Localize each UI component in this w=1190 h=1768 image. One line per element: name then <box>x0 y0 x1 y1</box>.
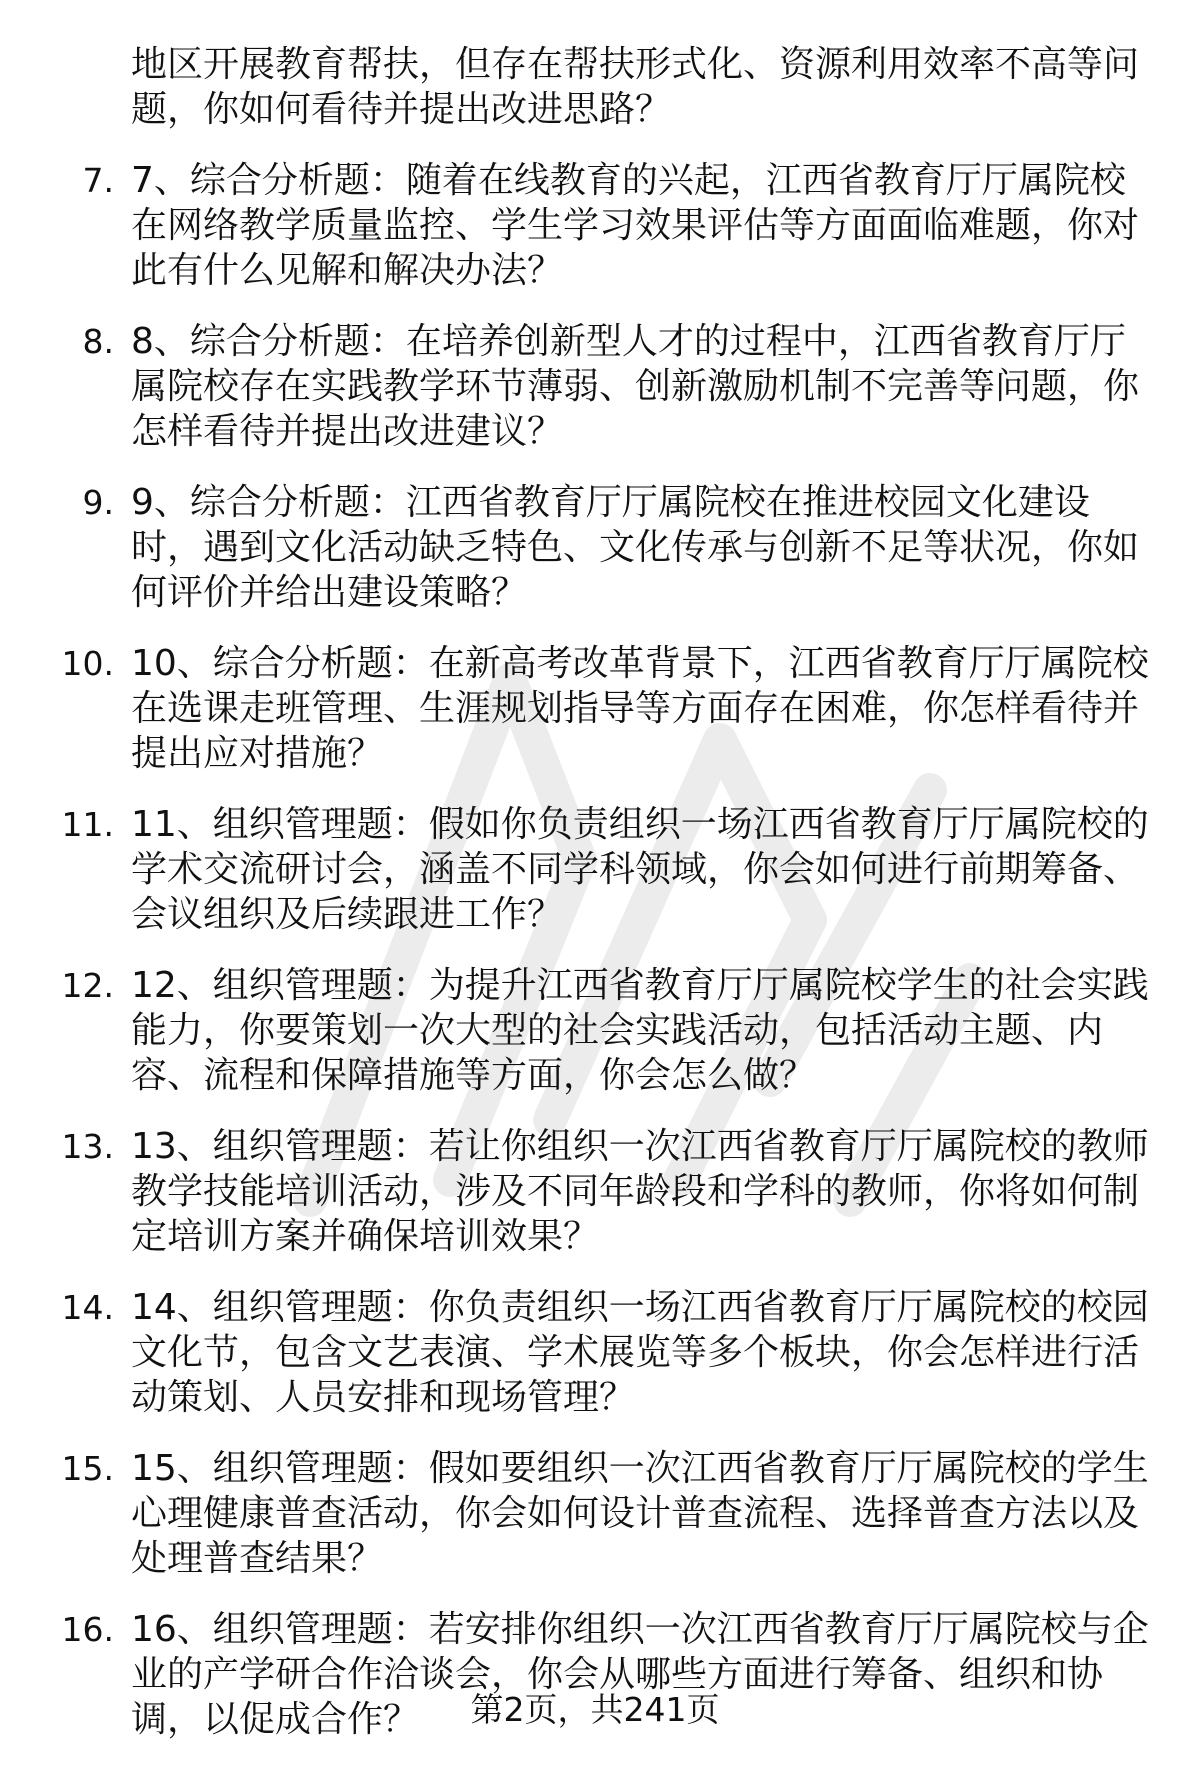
question-item <box>0 158 1190 293</box>
question-list <box>0 158 1190 1742</box>
question-text: 11、组织管理题：假如你负责组织一场江西省教育厅厅属院校的学术交流研讨会，涵盖不同学科领域，你会如何进行前期筹备、会议组织及后续跟进工作？ <box>131 804 1149 935</box>
question-text: 12、组织管理题：为提升江西省教育厅厅属院校学生的社会实践能力，你要策划一次大型的社会实践活动，包括活动主题、内容、流程和保障措施等方面，你会怎么做？ <box>131 965 1149 1096</box>
question-text: 13、组织管理题：若让你组织一次江西省教育厅厅属院校的教师教学技能培训活动，涉及不同年龄段和学科的教师，你将如何制定培训方案并确保培训效果？ <box>131 1126 1149 1257</box>
question-number: 14. <box>61 1288 114 1327</box>
question-item <box>0 641 1190 776</box>
question-text: 14、组织管理题：你负责组织一场江西省教育厅厅属院校的校园文化节，包含文艺表演、学术展览等多个板块，你会怎样进行活动策划、人员安排和现场管理？ <box>131 1287 1149 1418</box>
question-text: 7、综合分析题：随着在线教育的兴起，江西省教育厅厅属院校在网络教学质量监控、学生学习效果评估等方面面临难题，你对此有什么见解和解决办法？ <box>131 160 1140 291</box>
page-footer: 第2页，共241页 <box>470 1690 720 1729</box>
question-number: 7. <box>82 161 114 200</box>
question-text: 15、组织管理题：假如要组织一次江西省教育厅厅属院校的学生心理健康普查活动，你会如何设计普查流程、选择普查方法以及处理普查结果？ <box>131 1448 1149 1579</box>
question-number: 8. <box>82 322 114 361</box>
question-item <box>0 1124 1190 1259</box>
question-text: 8、综合分析题：在培养创新型人才的过程中，江西省教育厅厅属院校存在实践教学环节薄弱、创新激励机制不完善等问题，你怎样看待并提出改进建议？ <box>131 321 1140 452</box>
question-text: 10、综合分析题：在新高考改革背景下，江西省教育厅厅属院校在选课走班管理、生涯规划指导等方面存在困难，你怎样看待并提出应对措施？ <box>131 643 1149 774</box>
question-item <box>0 480 1190 615</box>
question-number: 15. <box>61 1449 114 1488</box>
document-content <box>0 42 1190 1768</box>
question-text: 16、组织管理题：若安排你组织一次江西省教育厅厅属院校与企业的产学研合作洽谈会，你会从哪些方面进行筹备、组织和协调，以促成合作？ <box>131 1609 1149 1740</box>
continuation-text: 地区开展教育帮扶，但存在帮扶形式化、资源利用效率不高等问题，你如何看待并提出改进思路？ <box>131 44 1140 130</box>
question-number: 16. <box>61 1610 114 1649</box>
question-number: 13. <box>61 1127 114 1166</box>
question-number: 11. <box>61 805 114 844</box>
question-text: 9、综合分析题：江西省教育厅厅属院校在推进校园文化建设时，遇到文化活动缺乏特色、文化传承与创新不足等状况，你如何评价并给出建设策略？ <box>131 482 1140 613</box>
question-item <box>0 1446 1190 1581</box>
question-item <box>0 1285 1190 1420</box>
question-number: 12. <box>61 966 114 1005</box>
question-item <box>0 963 1190 1098</box>
question-number: 9. <box>82 483 114 522</box>
question-item <box>0 802 1190 937</box>
question-number: 10. <box>61 644 114 683</box>
question-item <box>0 319 1190 454</box>
